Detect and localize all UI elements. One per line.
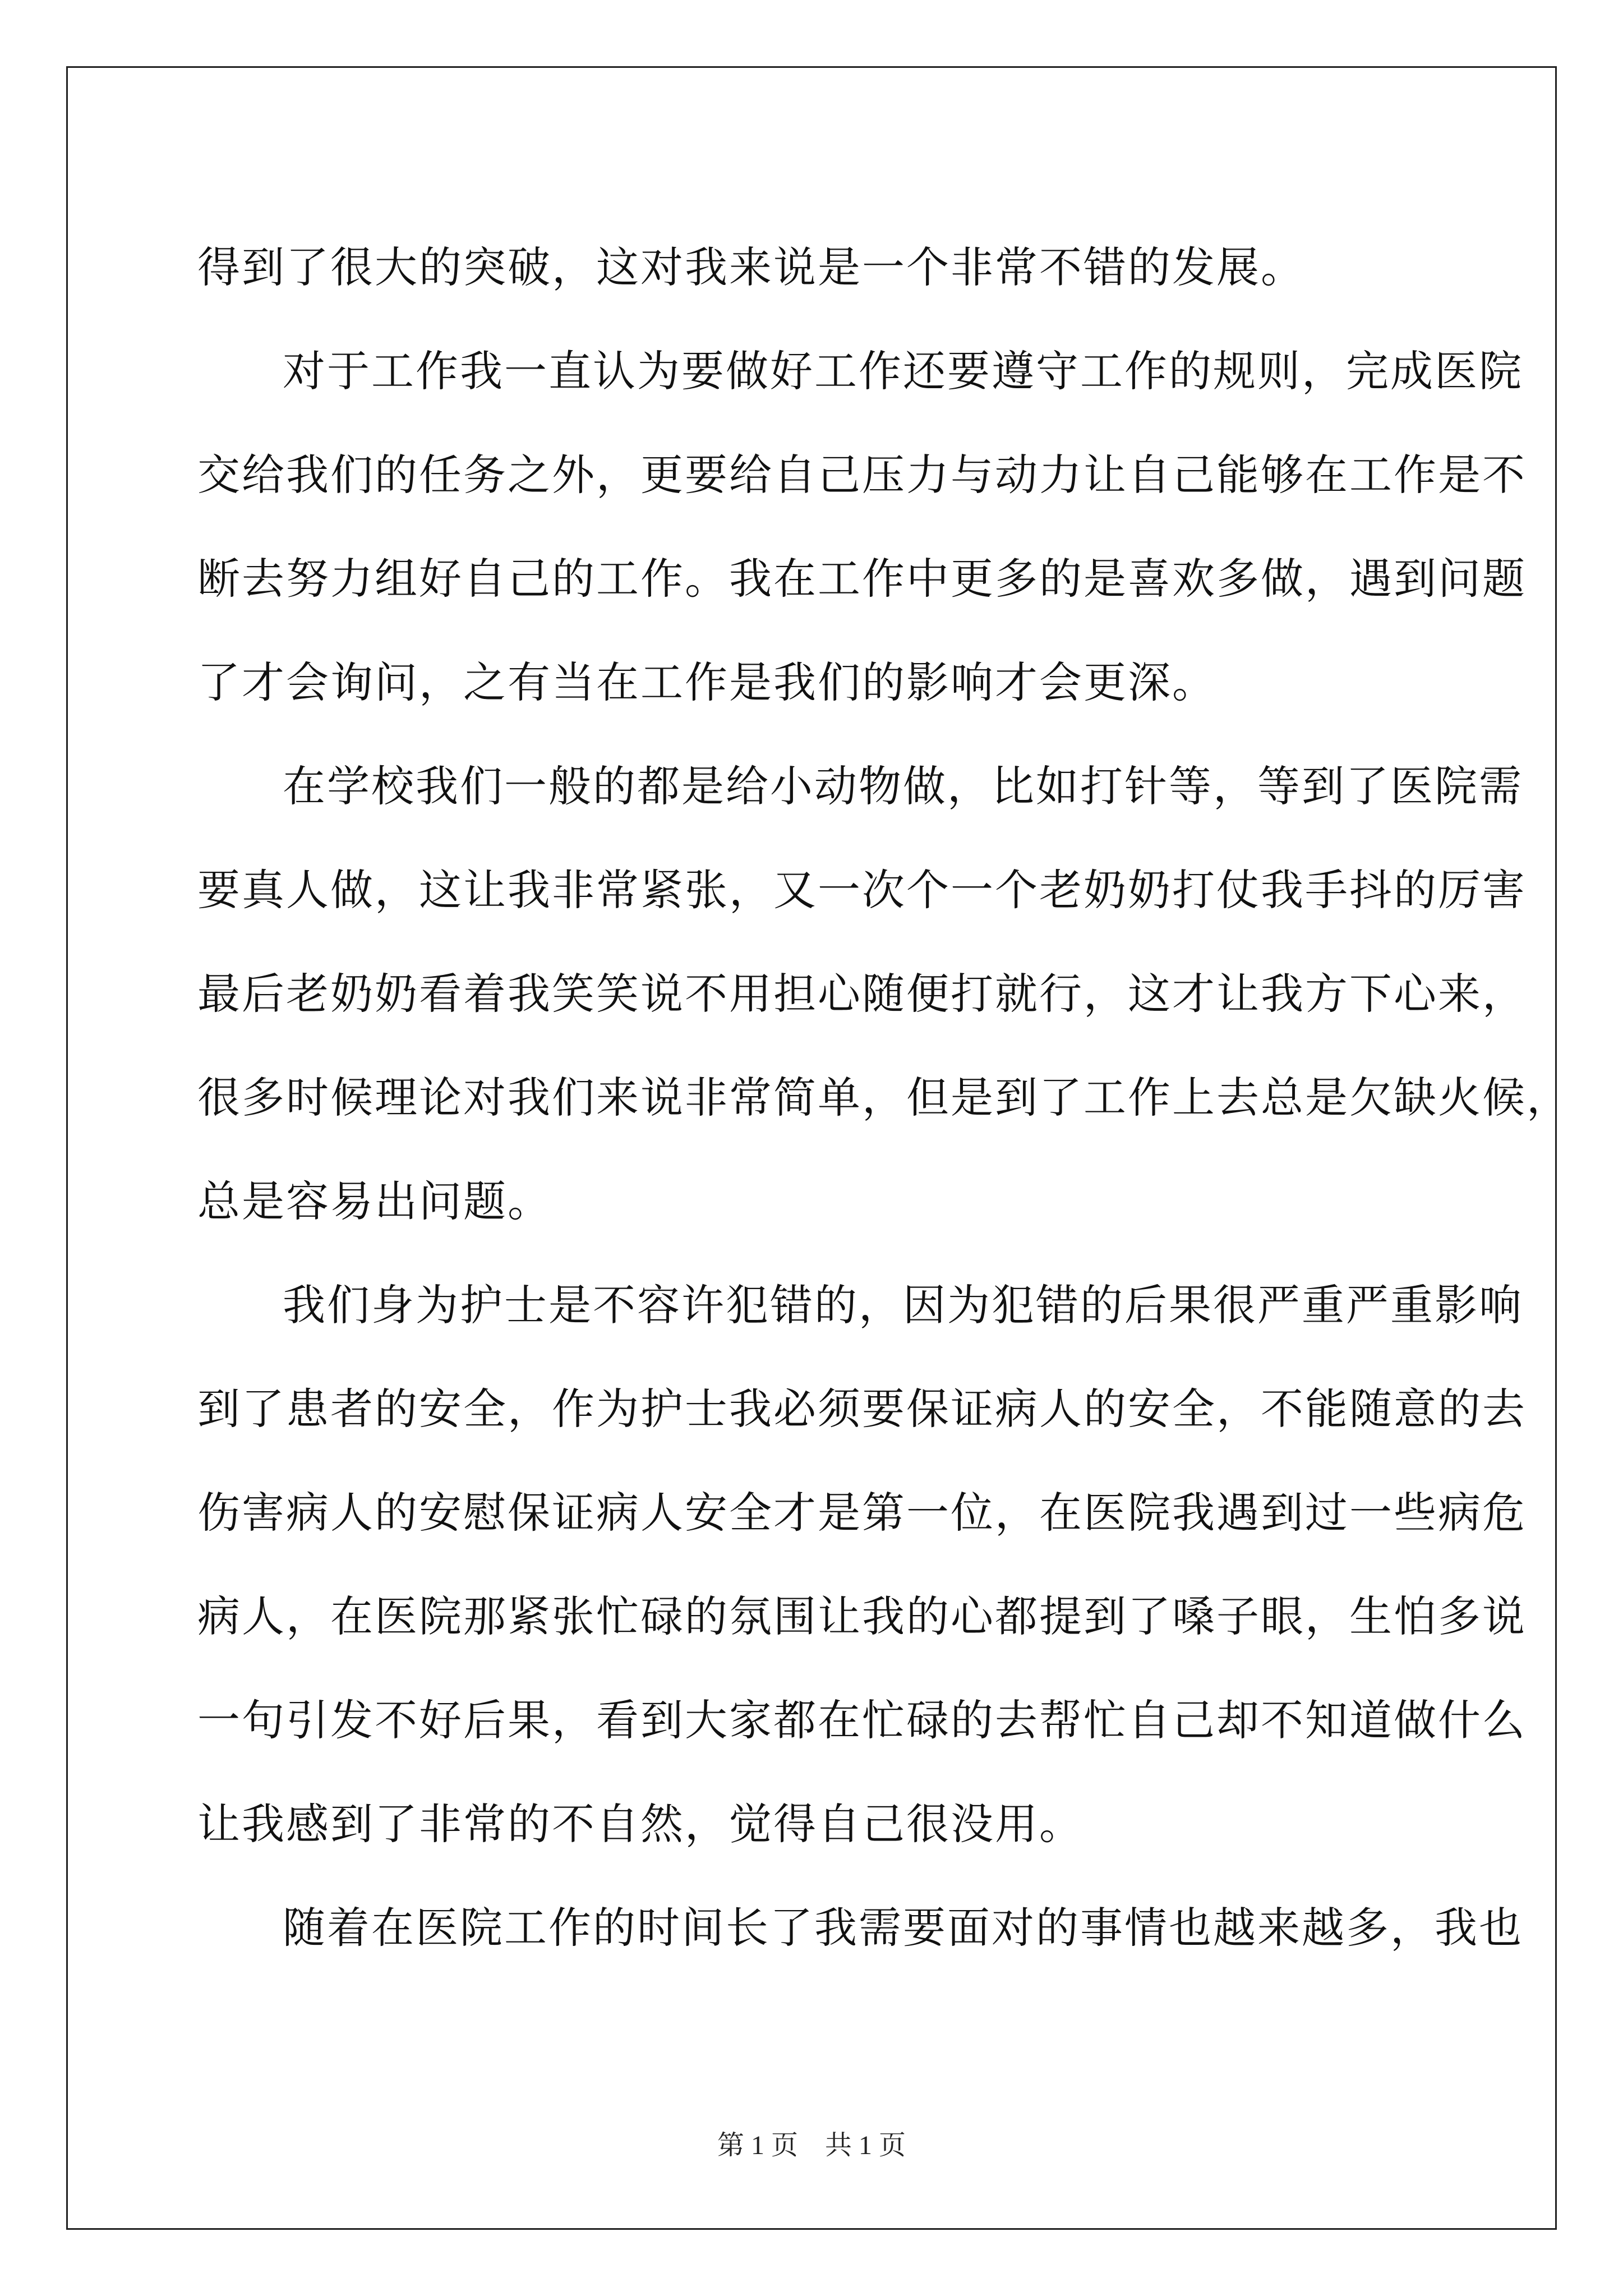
page-footer: 第 1 页 共 1 页 xyxy=(717,2131,906,2160)
text-line: 我们身为护士是不容许犯错的，因为犯错的后果很严重严重影响 xyxy=(283,1280,1523,1330)
text-line: 了才会询问，之有当在工作是我们的影响才会更深。 xyxy=(197,657,1216,707)
text-line: 总是容易出问题。 xyxy=(197,1176,552,1226)
text-line: 在学校我们一般的都是给小动物做，比如打针等，等到了医院需 xyxy=(283,761,1523,811)
text-line: 最后老奶奶看着我笑笑说不用担心随便打就行，这才让我方下心来， xyxy=(197,969,1527,1019)
document-body xyxy=(197,215,1571,1980)
text-line: 对于工作我一直认为要做好工作还要遵守工作的规则，完成医院 xyxy=(283,346,1523,396)
text-line: 随着在医院工作的时间长了我需要面对的事情也越来越多，我也 xyxy=(283,1903,1523,1953)
text-line: 到了患者的安全，作为护士我必须要保证病人的安全，不能随意的去 xyxy=(197,1384,1527,1434)
text-line: 交给我们的任务之外，更要给自己压力与动力让自己能够在工作是不 xyxy=(197,450,1527,500)
text-line: 得到了很大的突破，这对我来说是一个非常不错的发展。 xyxy=(197,242,1305,292)
text-line: 断去努力组好自己的工作。我在工作中更多的是喜欢多做，遇到问题 xyxy=(197,554,1527,604)
text-line: 让我感到了非常的不自然，觉得自己很没用。 xyxy=(197,1799,1083,1849)
text-line: 很多时候理论对我们来说非常简单，但是到了工作上去总是欠缺火候， xyxy=(197,1073,1571,1122)
text-line: 一句引发不好后果，看到大家都在忙碌的去帮忙自己却不知道做什么 xyxy=(197,1695,1527,1745)
text-line: 病人，在医院那紧张忙碌的氛围让我的心都提到了嗓子眼，生怕多说 xyxy=(197,1591,1527,1641)
text-line: 要真人做，这让我非常紧张，又一次个一个老奶奶打仗我手抖的厉害 xyxy=(197,865,1527,915)
text-line: 伤害病人的安慰保证病人安全才是第一位，在医院我遇到过一些病危 xyxy=(197,1488,1527,1538)
